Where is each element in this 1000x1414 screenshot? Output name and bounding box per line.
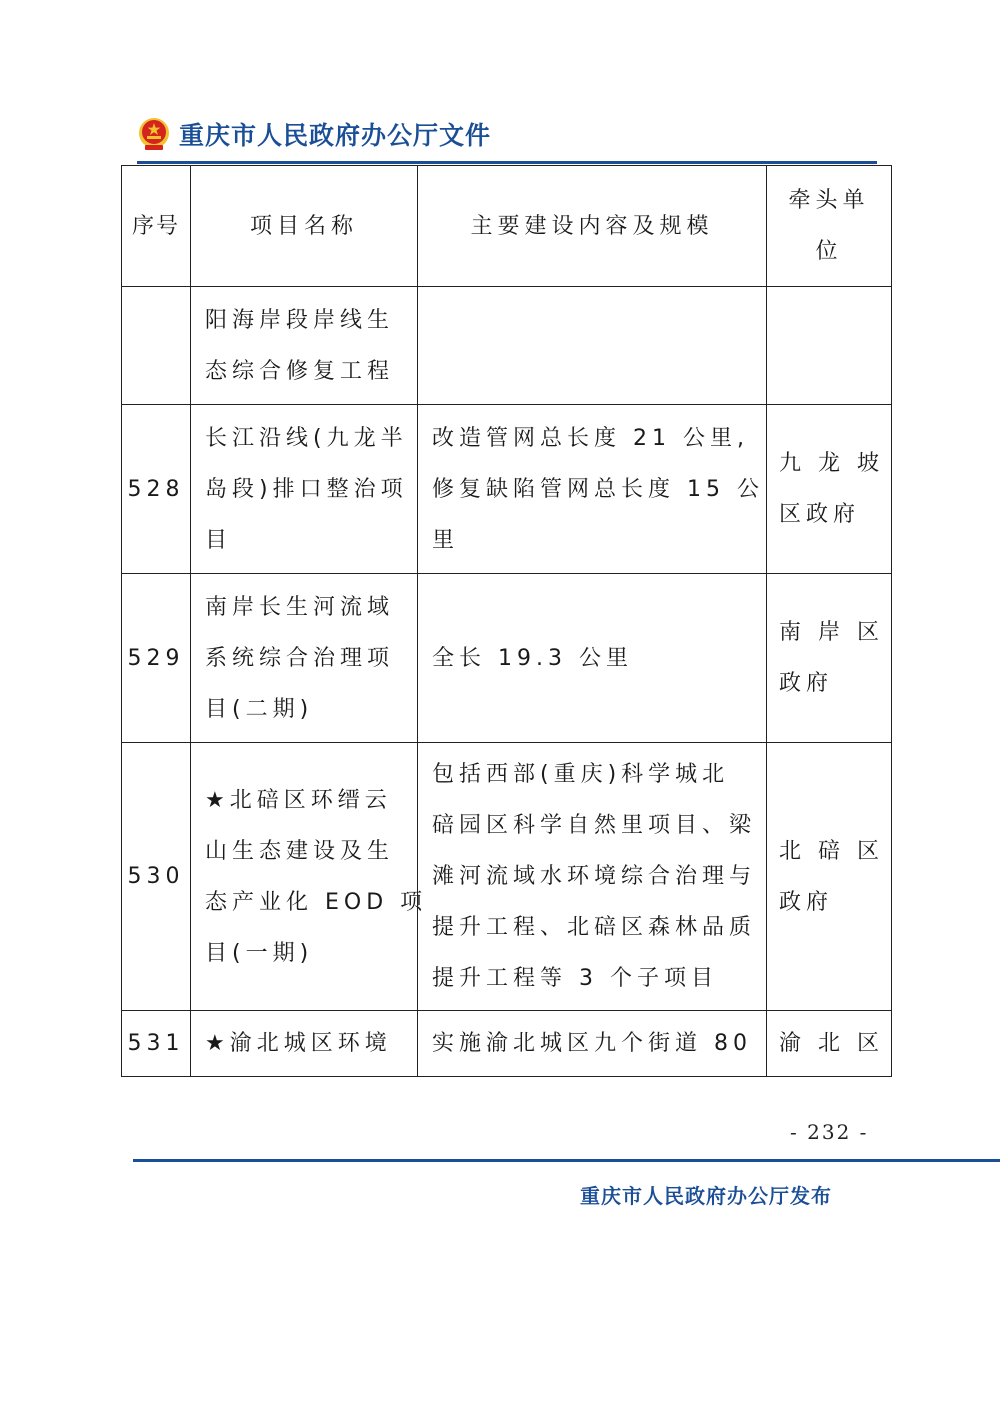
row-unit	[767, 574, 892, 743]
row-name-line: 系统综合治理项	[205, 645, 395, 671]
row-name-line: ★北碚区环缙云	[205, 787, 392, 813]
header-name: 项目名称	[191, 166, 418, 287]
header-content: 主要建设内容及规模	[418, 166, 767, 287]
header-unit-line: 牵头单	[788, 188, 870, 213]
row-name-line: 长江沿线(九龙半	[205, 425, 408, 451]
row-no: 531	[122, 1011, 191, 1077]
row-content-line: 包括西部(重庆)科学城北	[432, 762, 730, 787]
row-content-line: 提升工程等 3 个子项目	[432, 966, 718, 991]
row-content	[418, 405, 767, 574]
row-no: 530	[122, 743, 191, 1011]
project-table	[121, 165, 892, 1077]
row-name-line: 目(二期)	[205, 696, 314, 722]
row-name-line: 态综合修复工程	[205, 358, 395, 384]
national-emblem-icon	[137, 116, 171, 152]
row-unit-line: 区政府	[779, 502, 861, 527]
row-unit-line: 政府	[779, 671, 834, 696]
table-row	[122, 287, 892, 405]
row-content-line: 改造管网总长度 21 公里,	[432, 425, 749, 451]
row-unit-line: 北 碚 区	[779, 838, 884, 864]
row-name-line: 岛段)排口整治项	[205, 476, 408, 502]
row-content-line: 全长 19.3 公里	[432, 645, 633, 671]
row-content-line: 提升工程、北碚区森林品质	[432, 915, 757, 940]
table-header-row	[122, 166, 892, 287]
row-content	[418, 574, 767, 743]
row-name	[191, 1011, 418, 1077]
header-divider	[137, 161, 877, 164]
row-content	[418, 1011, 767, 1077]
document-header	[137, 112, 491, 156]
row-unit-line: 九 龙 坡	[779, 451, 884, 476]
row-name-line: 山生态建设及生	[205, 838, 395, 864]
row-name-line: 态产业化 EOD 项	[205, 889, 428, 915]
row-name-line: 阳海岸段岸线生	[205, 307, 395, 333]
table-row	[122, 743, 892, 1011]
row-name-line: ★渝北城区环境	[205, 1031, 392, 1056]
header-unit	[767, 166, 892, 287]
row-unit-line: 渝 北 区	[779, 1031, 884, 1056]
row-name-line: 目(一期)	[205, 940, 314, 966]
row-unit	[767, 405, 892, 574]
row-content-line: 实施渝北城区九个街道 80	[432, 1031, 752, 1056]
row-name	[191, 287, 418, 405]
row-no: 529	[122, 574, 191, 743]
header-no: 序号	[122, 166, 191, 287]
row-unit	[767, 1011, 892, 1077]
header-title: 重庆市人民政府办公厅文件	[179, 121, 492, 150]
row-unit-line: 政府	[779, 889, 834, 915]
row-no	[122, 287, 191, 405]
row-content-line: 修复缺陷管网总长度 15 公	[432, 476, 764, 502]
table-row	[122, 405, 892, 574]
row-name	[191, 405, 418, 574]
row-content	[418, 743, 767, 1011]
row-name	[191, 574, 418, 743]
page-number: - 232 -	[790, 1120, 869, 1144]
footer-publisher: 重庆市人民政府办公厅发布	[580, 1184, 832, 1208]
row-content	[418, 287, 767, 405]
row-name-line: 南岸长生河流域	[205, 594, 395, 620]
table-row	[122, 1011, 892, 1077]
row-name-line: 目	[205, 527, 233, 553]
footer-divider	[133, 1159, 1000, 1162]
row-unit	[767, 287, 892, 405]
row-unit	[767, 743, 892, 1011]
row-content-line: 滩河流域水环境综合治理与	[432, 864, 757, 889]
header-unit-line: 位	[815, 239, 843, 264]
row-content-line: 碚园区科学自然里项目、梁	[432, 813, 757, 838]
row-name	[191, 743, 428, 1011]
row-content-line: 里	[432, 527, 460, 553]
row-unit-line: 南 岸 区	[779, 620, 884, 645]
table-row	[122, 574, 892, 743]
row-no: 528	[122, 405, 191, 574]
